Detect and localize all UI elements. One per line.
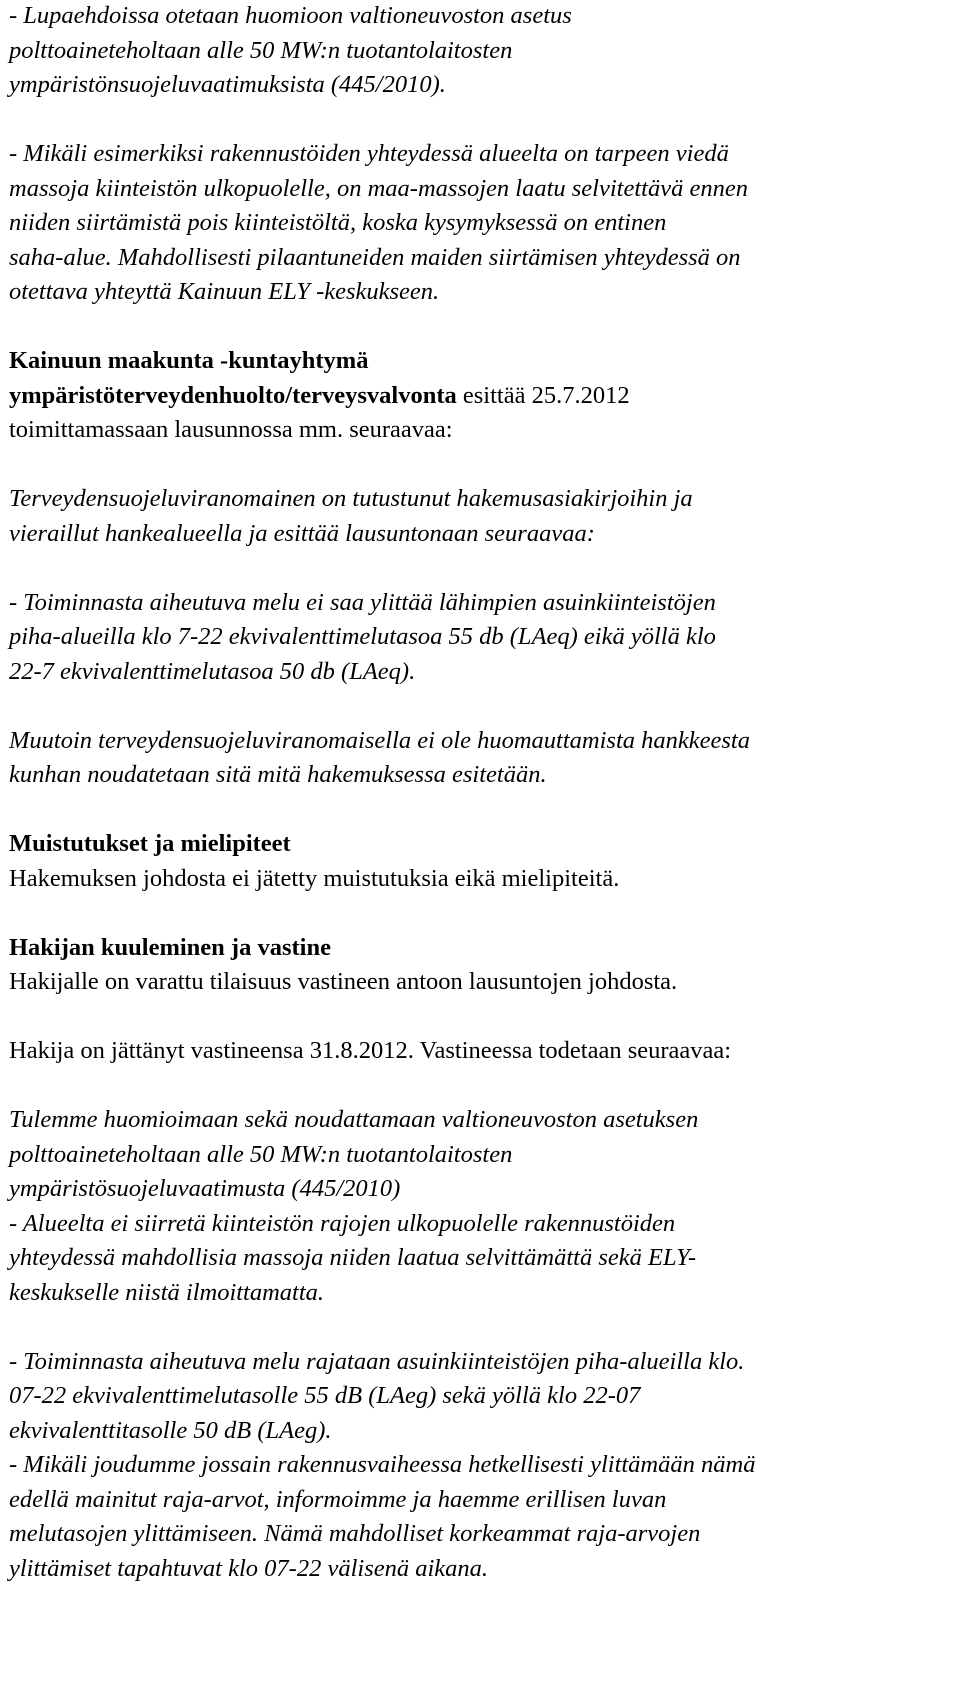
text-line: - Alueelta ei siirretä kiinteistön rajojen ulkopuolelle rakennustöiden (9, 1209, 676, 1237)
muutoin-paragraph (9, 724, 954, 793)
text-line: Muutoin terveydensuojeluviranomaisella ei ole huomauttamista hankkeesta (9, 726, 750, 754)
text-line: - Mikäli esimerkiksi rakennustöiden yhteydessä alueelta on tarpeen viedä (9, 140, 729, 167)
text-line: massoja kiinteistön ulkopuolelle, on maa-massojen laatu selvitettävä ennen (9, 174, 748, 202)
text-line: - Toiminnasta aiheutuva melu rajataan asuinkiinteistöjen piha-alueilla klo. (9, 1347, 745, 1375)
text-line: ympäristösuojeluvaatimusta (445/2010) (9, 1175, 401, 1202)
kainuu-statement (9, 344, 954, 448)
section-heading: Muistutukset ja mielipiteet (9, 830, 291, 857)
text-line: kunhan noudatetaan sitä mitä hakemuksessa esitetään. (9, 761, 547, 788)
vastine-intro: Hakija on jättänyt vastineensa 31.8.2012. Vastineessa todetaan seuraavaa: (9, 1037, 732, 1064)
text-line: ylittämiset tapahtuvat klo 07-22 välisenä aikana. (9, 1554, 489, 1582)
text-line: 22-7 ekvivalenttimelutasoa 50 db (LAeq). (9, 657, 416, 685)
melu-paragraph (9, 586, 954, 690)
text-line: piha-alueilla klo 7-22 ekvivalenttimelutasoa 55 db (LAeq) eikä yöllä klo (9, 623, 716, 650)
text-line: melutasojen ylittämiseen. Nämä mahdolliset korkeammat raja-arvojen (9, 1520, 701, 1547)
text-line: saha-alue. Mahdollisesti pilaantuneiden maiden siirtämisen yhteydessä on (9, 243, 741, 271)
terveysviranomainen-paragraph (9, 482, 954, 551)
lupaehto-paragraph (9, 0, 954, 103)
section-heading: Kainuun maakunta -kuntayhtymä (9, 347, 369, 374)
text-line: - Toiminnasta aiheutuva melu ei saa ylittää lähimpien asuinkiinteistöjen (9, 588, 716, 616)
text-line: Terveydensuojeluviranomainen on tutustunut hakemusasiakirjoihin ja (9, 485, 693, 512)
text-line: vieraillut hankealueella ja esittää lausuntonaan seuraavaa: (9, 519, 595, 547)
text-line: Tulemme huomioimaan sekä noudattamaan valtioneuvoston asetuksen (9, 1106, 699, 1133)
section-heading: Hakijan kuuleminen ja vastine (9, 933, 331, 961)
text-line: ympäristönsuojeluvaatimuksista (445/2010). (9, 71, 446, 98)
text-line: ekvivalenttitasolle 50 dB (LAeg). (9, 1416, 332, 1444)
text-line: - Mikäli joudumme jossain rakennusvaiheessa hetkellisesti ylittämään nämä (9, 1451, 756, 1478)
text-line: Hakemuksen johdosta ei jätetty muistutuksia eikä mielipiteitä. (9, 864, 620, 892)
text-line: 07-22 ekvivalenttimelutasolle 55 dB (LAeg) sekä yöllä klo 22-07 (9, 1382, 641, 1409)
text-line: niiden siirtämistä pois kiinteistöltä, koska kysymyksessä on entinen (9, 209, 667, 236)
text-line: yhteydessä mahdollisia massoja niiden laatua selvittämättä sekä ELY- (9, 1244, 697, 1271)
text-line: toimittamassaan lausunnossa mm. seuraavaa: (9, 416, 453, 443)
section-heading: ympäristöterveydenhuolto/terveysvalvonta (9, 381, 457, 409)
massat-paragraph (9, 137, 954, 310)
hakija-section (9, 931, 954, 1000)
text-line: keskukselle niistä ilmoittamatta. (9, 1278, 325, 1306)
text-line: polttoaineteholtaan alle 50 MW:n tuotantolaitosten (9, 1140, 513, 1168)
text-line (9, 379, 954, 414)
text-fragment: esittää 25.7.2012 (456, 381, 630, 409)
text-line: - Lupaehdoissa otetaan huomioon valtioneuvoston asetus (9, 2, 572, 29)
text-line: Hakijalle on varattu tilaisuus vastineen antoon lausuntojen johdosta. (9, 968, 678, 995)
document-page (9, 0, 954, 1586)
vastine-paragraph-1 (9, 1103, 954, 1310)
vastine-paragraph-2 (9, 1345, 954, 1587)
text-line: polttoaineteholtaan alle 50 MW:n tuotantolaitosten (9, 36, 513, 64)
text-line: edellä mainitut raja-arvot, informoimme ja haemme erillisen luvan (9, 1485, 667, 1513)
text-line: otettava yhteyttä Kainuun ELY -keskukseen. (9, 278, 440, 305)
muistutukset-section (9, 827, 954, 896)
